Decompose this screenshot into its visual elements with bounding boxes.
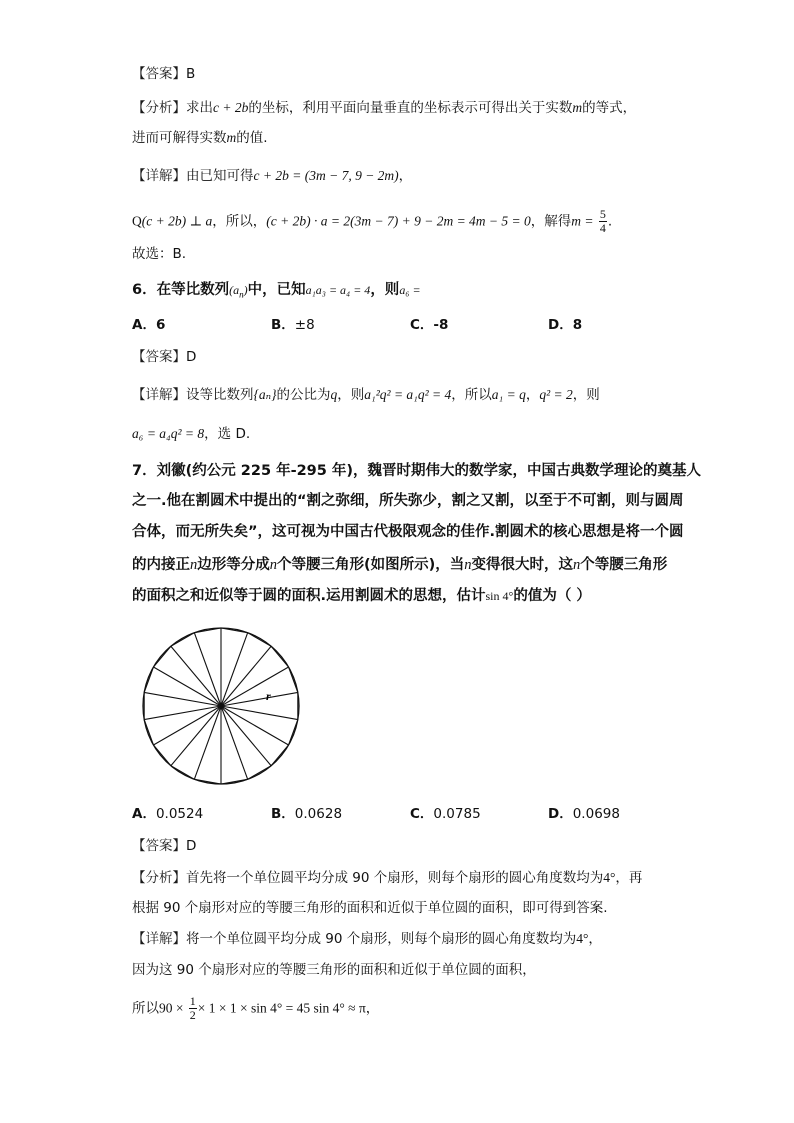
q5-so-text: ，所以， xyxy=(212,213,267,230)
q7-answer-value: D xyxy=(186,838,197,854)
q6-result-eq: a₆ = a₄q² = 8 xyxy=(132,426,205,441)
q7-sin-expr: sin 4° xyxy=(485,589,514,603)
q7-detail-text-b: ， xyxy=(588,931,602,947)
q7-option-a[interactable] xyxy=(132,804,203,824)
q5-analysis-text-d: 进而可解得实数 xyxy=(132,130,227,146)
option-letter: B． xyxy=(271,317,295,333)
radius-line xyxy=(221,646,271,706)
q7-stem-5a: 的面积之和近似等于圆的面积.运用割圆术的思想，估计 xyxy=(132,588,486,604)
q6-option-c[interactable] xyxy=(410,315,448,335)
option-letter: A． xyxy=(132,317,156,333)
q7-stem-line1 xyxy=(132,456,701,486)
q5-choose-text: 故选：B. xyxy=(132,246,187,262)
q6-stem xyxy=(132,275,421,309)
q7-option-d[interactable] xyxy=(548,804,620,824)
option-text: 0.0524 xyxy=(155,806,204,822)
q6-detail-text-b: 的公比为 xyxy=(276,387,331,403)
q5-analysis-line2 xyxy=(132,128,268,148)
q7-var-n: n xyxy=(464,557,472,573)
q5-var-m: m xyxy=(572,100,583,115)
q7-detail-line2 xyxy=(132,960,536,980)
q6-eq3: q² = 2 xyxy=(539,387,573,402)
q6-answer-value: D xyxy=(186,349,197,365)
q7-var-n: n xyxy=(573,557,581,573)
q5-analysis-text: 求出 xyxy=(186,100,213,116)
option-text: 0.0785 xyxy=(433,806,481,822)
q7-stem-line3 xyxy=(132,517,684,547)
q6-eq1: a₁²q² = a₁q² = 4 xyxy=(364,387,452,402)
option-letter: C． xyxy=(410,317,434,333)
q6-detail-text-c: ，则 xyxy=(337,387,365,403)
option-text: 0.0698 xyxy=(572,806,620,822)
option-text: ±8 xyxy=(294,317,315,333)
q6-stem-text-b: 中，已知 xyxy=(247,282,306,298)
q5-dot-equation: (c + 2b) · a = 2(3m − 7) + 9 − 2m = 4m − 5 = 0 xyxy=(266,213,531,229)
q6-stem-text: 6．在等比数列 xyxy=(132,282,230,298)
option-text: -8 xyxy=(433,317,449,333)
q6-detail-line2 xyxy=(132,424,250,444)
q6-detail-text-d: ，所以 xyxy=(451,387,492,403)
q6-detail-line1 xyxy=(132,385,600,405)
q7-analysis-text: 首先将一个单位圆平均分成 90 个扇形，则每个扇形的圆心角度数均为 xyxy=(186,870,604,886)
q7-formula-pre: 90 × xyxy=(159,1000,184,1016)
radius-line xyxy=(171,646,221,706)
radius-line xyxy=(194,633,221,706)
q7-option-b[interactable] xyxy=(271,804,342,824)
q5-frac-num: 5 xyxy=(599,207,606,221)
q7-angle: 4° xyxy=(576,931,589,946)
q7-stem-line5 xyxy=(132,581,591,611)
q5-detail-text: 由已知可得 xyxy=(186,168,254,184)
q5-frac-den: 4 xyxy=(599,221,606,235)
q7-analysis-line2 xyxy=(132,898,608,918)
q7-frac-den: 2 xyxy=(189,1008,196,1022)
q6-seq: $(a_n)$ xyxy=(229,283,248,300)
q6-option-b[interactable] xyxy=(271,315,315,335)
q5-analysis-line1 xyxy=(132,98,636,118)
q7-stem-4e: 个等腰三角形 xyxy=(580,557,668,573)
detail-label: 【详解】 xyxy=(132,387,186,403)
radius-line xyxy=(171,706,221,766)
q5-analysis-text-b: 的坐标，利用平面向量垂直的坐标表示可得出关于实数 xyxy=(248,100,573,116)
q6-given-eq: a₁a₃ = a₄ = 4 xyxy=(305,283,371,297)
q7-option-c[interactable] xyxy=(410,804,481,824)
option-text: 6 xyxy=(155,317,166,333)
q6-option-d[interactable] xyxy=(548,315,582,335)
q7-figure-cut-circle xyxy=(136,621,306,791)
q7-detail-line1 xyxy=(132,929,602,949)
option-letter: D． xyxy=(548,806,573,822)
q7-analysis-text-c: 根据 90 个扇形对应的等腰三角形的面积和近似于单位圆的面积，即可得到答案. xyxy=(132,900,608,916)
q6-var-q: q xyxy=(330,387,338,402)
option-text: 8 xyxy=(572,317,583,333)
analysis-label: 【分析】 xyxy=(132,870,186,886)
q6-ask-expr: a₆ = xyxy=(399,283,421,297)
option-letter: A． xyxy=(132,806,156,822)
q5-perp-expr: (c + 2b) ⊥ a xyxy=(141,213,213,229)
answer-label: 【答案】 xyxy=(132,838,186,854)
detail-label: 【详解】 xyxy=(132,168,186,184)
q5-var-m-2: m xyxy=(226,130,237,145)
q6-detail-end: ，选 D. xyxy=(204,426,251,442)
q7-stem-4a: 的内接正 xyxy=(132,557,190,573)
q7-stem-line2 xyxy=(132,486,684,516)
q7-stem-text-3: 合体，而无所失矣”，这可视为中国古代极限观念的佳作.割圆术的核心思想是将一个圆 xyxy=(132,524,684,540)
option-text: 0.0628 xyxy=(294,806,343,822)
q5-solve-text: ，解得 xyxy=(530,213,572,230)
q5-fraction xyxy=(599,208,607,235)
q7-stem-text-2: 之一.他在割圆术中提出的“割之弥细，所失弥少，割之又割，以至于不可割，则与圆周 xyxy=(132,493,684,509)
q7-stem-4c: 个等腰三角形(如图所示)，当 xyxy=(277,557,465,573)
q7-stem-text-1: 7．刘徽(约公元 225 年-295 年)，魏晋时期伟大的数学家，中国古典数学理论的奠基人 xyxy=(132,463,702,479)
radius-line xyxy=(194,706,221,779)
q7-stem-4b: 边形等分成 xyxy=(197,557,270,573)
q7-figure-label-r: r xyxy=(266,689,271,703)
q5-detail-expr: c + 2b = (3m − 7, 9 − 2m) xyxy=(253,168,399,183)
radius-line xyxy=(221,706,271,766)
q6-option-a[interactable] xyxy=(132,315,165,335)
q6-seq-text: (a xyxy=(229,283,240,297)
option-letter: C． xyxy=(410,806,434,822)
q6-detail-text-f: ，则 xyxy=(572,387,600,403)
answer-label: 【答案】 xyxy=(132,349,186,365)
q5-answer-line xyxy=(132,64,195,84)
q5-because-symbol: Q xyxy=(132,213,142,229)
q5-analysis-text-e: 的值. xyxy=(236,130,268,146)
q7-detail-text-c: 因为这 90 个扇形对应的等腰三角形的面积和近似于单位圆的面积， xyxy=(132,962,536,978)
q7-analysis-line1 xyxy=(132,868,642,888)
option-letter: B． xyxy=(271,806,295,822)
q5-detail-line2 xyxy=(132,208,612,235)
q7-angle: 4° xyxy=(603,870,616,885)
q7-analysis-text-b: ，再 xyxy=(615,870,643,886)
answer-label: 【答案】 xyxy=(132,66,186,82)
radius-line xyxy=(221,706,248,779)
q7-stem-5b: 的值为（ ） xyxy=(513,588,591,604)
q5-end-dot: . xyxy=(607,213,613,230)
q7-detail-end: ， xyxy=(365,1000,380,1017)
q7-var-n: n xyxy=(269,557,277,573)
q5-m-eq: m = xyxy=(571,213,594,229)
q6-seq-braces: {aₙ} xyxy=(253,387,277,402)
option-letter: D． xyxy=(548,317,573,333)
q5-answer-value: B xyxy=(186,66,196,82)
q5-vector-expr: c + 2b xyxy=(213,100,249,115)
q6-stem-text-c: ，则 xyxy=(370,282,400,298)
q7-detail-line3 xyxy=(132,995,379,1022)
q7-var-n: n xyxy=(190,557,198,573)
radius-line xyxy=(221,633,248,706)
q7-formula-post: × 1 × 1 × sin 4° = 45 sin 4° ≈ π xyxy=(197,1000,366,1016)
q5-choose-line xyxy=(132,244,186,264)
q6-eq2: a₁ = q xyxy=(491,387,526,402)
q6-detail-text: 设等比数列 xyxy=(186,387,254,403)
analysis-label: 【分析】 xyxy=(132,100,186,116)
q5-detail-text-b: ， xyxy=(398,168,413,184)
q5-analysis-text-c: 的等式， xyxy=(582,100,637,116)
q7-detail-text-d: 所以 xyxy=(132,1000,159,1017)
detail-label: 【详解】 xyxy=(132,931,186,947)
q5-detail-line1 xyxy=(132,166,412,186)
q6-answer-line xyxy=(132,347,196,367)
q7-frac-num: 1 xyxy=(189,994,196,1008)
q7-detail-text: 将一个单位圆平均分成 90 个扇形，则每个扇形的圆心角度数均为 xyxy=(186,931,577,947)
q7-answer-line xyxy=(132,836,196,856)
q6-detail-text-e: ， xyxy=(525,387,540,403)
q7-stem-4d: 变得很大时，这 xyxy=(471,557,574,573)
q7-fraction xyxy=(189,995,197,1022)
q7-stem-line4 xyxy=(132,550,667,580)
